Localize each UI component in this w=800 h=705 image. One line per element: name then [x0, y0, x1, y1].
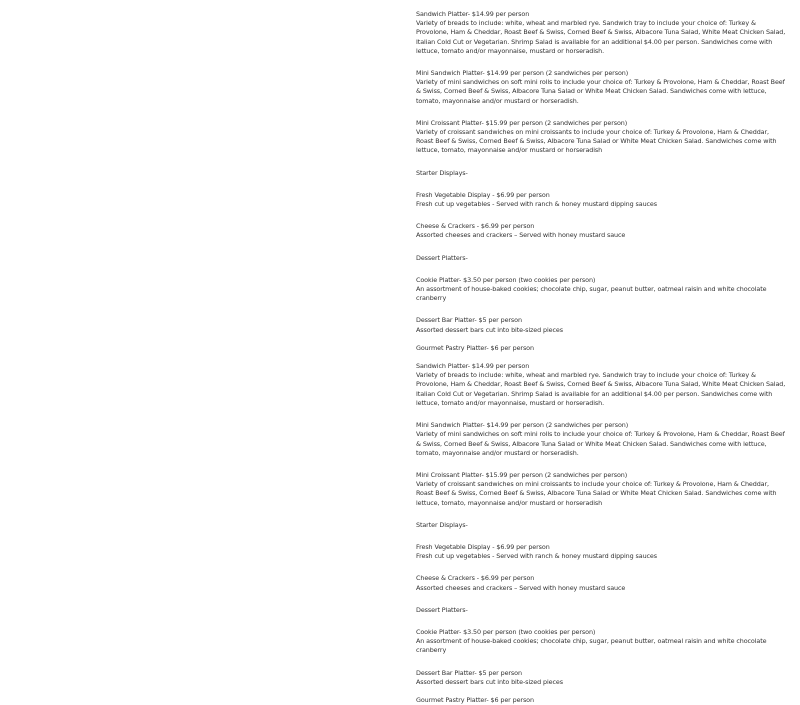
cheese-crackers-title: Cheese & Crackers - $6.99 per person [416, 222, 535, 231]
cookie-platter-repeat [416, 628, 788, 656]
cookie-platter-title: Cookie Platter- $3.50 per person (two cookies per person) [416, 627, 596, 636]
sandwich-platter-desc: Variety of breads to include: white, wheat and marbled rye. Sandwich tray to include your choice of: Turkey & Provolone, Ham & Cheddar, Roast Beef & Swiss, Corned Beef & Swiss, Albacore Tuna Salad, White Meat Chicken Salad, Italian Cold Cut or Vegetarian. Shrimp Salad is available for an additional $4.00 per person. Sandwiches come with lettuce, tomato and/or mayonnaise, mustard or horseradish. [416, 19, 786, 55]
dessert-platters-heading: Dessert Platters- [416, 253, 468, 262]
mini-sandwich-platter-desc: Variety of mini sandwiches on soft mini rolls to include your choice of: Turkey & Provolone, Ham & Cheddar, Roast Beef & Swiss, Corned Beef & Swiss, Albacore Tuna Salad or White Meat Chicken Salad. Sandwiches come with lettuce, tomato, mayonnaise and/or mustard or horseradish. [416, 430, 785, 457]
cookie-platter-desc: An assortment of house-baked cookies; chocolate chip, sugar, peanut butter, oatmeal raisin and white chocolate cranberry [416, 285, 767, 303]
vegetable-display-repeat [416, 543, 788, 561]
gourmet-pastry-platter-title: Gourmet Pastry Platter- $6 per person [416, 695, 534, 704]
mini-croissant-platter [416, 119, 788, 156]
mini-croissant-platter-title: Mini Croissant Platter- $15.99 per person (2 sandwiches per person) [416, 470, 628, 479]
mini-croissant-platter-desc: Variety of croissant sandwiches on mini croissants to include your choice of: Turkey & Provolone, Ham & Cheddar, Roast Beef & Swiss, Corned Beef & Swiss, Albacore Tuna Salad or White Meat Chicken Salad. Sandwiches come with lettuce, tomato, mayonnaise and/or mustard or horseradish [416, 128, 777, 155]
dessert-bar-platter [416, 316, 788, 334]
cheese-crackers-desc: Assorted cheeses and crackers – Served with honey mustard sauce [416, 583, 626, 592]
dessert-bar-platter-desc: Assorted dessert bars cut into bite-sized pieces [416, 325, 563, 334]
mini-sandwich-platter-desc: Variety of mini sandwiches on soft mini rolls to include your choice of: Turkey & Provolone, Ham & Cheddar, Roast Beef & Swiss, Corned Beef & Swiss, Albacore Tuna Salad or White Meat Chicken Salad. Sandwiches come with lettuce, tomato, mayonnaise and/or mustard or horseradish. [416, 78, 785, 105]
vegetable-display-desc: Fresh cut up vegetables - Served with ranch & honey mustard dipping sauces [416, 200, 657, 209]
dessert-platters-heading: Dessert Platters- [416, 605, 468, 614]
cheese-crackers [416, 222, 788, 240]
cookie-platter-title: Cookie Platter- $3.50 per person (two cookies per person) [416, 275, 596, 284]
mini-sandwich-platter-repeat [416, 421, 788, 458]
mini-sandwich-platter-title: Mini Sandwich Platter- $14.99 per person (2 sandwiches per person) [416, 69, 629, 78]
cheese-crackers-desc: Assorted cheeses and crackers – Served with honey mustard sauce [416, 231, 626, 240]
sandwich-platter-repeat [416, 362, 788, 408]
cheese-crackers-repeat [416, 574, 788, 592]
mini-sandwich-platter-title: Mini Sandwich Platter- $14.99 per person (2 sandwiches per person) [416, 421, 629, 430]
cookie-platter [416, 276, 788, 304]
vegetable-display-title: Fresh Vegetable Display - $6.99 per person [416, 190, 550, 199]
mini-sandwich-platter [416, 69, 788, 106]
vegetable-display-title: Fresh Vegetable Display - $6.99 per person [416, 542, 550, 551]
dessert-bar-platter-title: Dessert Bar Platter- $5 per person [416, 668, 522, 677]
sandwich-platter-title: Sandwich Platter- $14.99 per person [416, 10, 530, 18]
gourmet-pastry-platter-repeat [416, 696, 788, 705]
mini-croissant-platter-repeat [416, 471, 788, 508]
starter-displays-heading: Starter Displays- [416, 520, 468, 529]
mini-croissant-platter-title: Mini Croissant Platter- $15.99 per person (2 sandwiches per person) [416, 118, 628, 127]
mini-croissant-platter-desc: Variety of croissant sandwiches on mini croissants to include your choice of: Turkey & Provolone, Ham & Cheddar, Roast Beef & Swiss, Corned Beef & Swiss, Albacore Tuna Salad or White Meat Chicken Salad. Sandwiches come with lettuce, tomato, mayonnaise and/or mustard or horseradish [416, 480, 777, 507]
vegetable-display [416, 191, 788, 209]
menu-page [416, 0, 788, 705]
sandwich-platter-title: Sandwich Platter- $14.99 per person [416, 362, 530, 371]
cookie-platter-desc: An assortment of house-baked cookies; chocolate chip, sugar, peanut butter, oatmeal raisin and white chocolate cranberry [416, 637, 767, 655]
sandwich-platter [416, 10, 788, 56]
cheese-crackers-title: Cheese & Crackers - $6.99 per person [416, 574, 535, 583]
vegetable-display-desc: Fresh cut up vegetables - Served with ranch & honey mustard dipping sauces [416, 552, 657, 561]
dessert-bar-platter-desc: Assorted dessert bars cut into bite-sized pieces [416, 677, 563, 686]
dessert-bar-platter-title: Dessert Bar Platter- $5 per person [416, 316, 522, 325]
sandwich-platter-desc: Variety of breads to include: white, wheat and marbled rye. Sandwich tray to include your choice of: Turkey & Provolone, Ham & Cheddar, Roast Beef & Swiss, Corned Beef & Swiss, Albacore Tuna Salad, White Meat Chicken Salad, Italian Cold Cut or Vegetarian. Shrimp Salad is available for an additional $4.00 per person. Sandwiches come with lettuce, tomato and/or mayonnaise, mustard or horseradish. [416, 371, 786, 407]
gourmet-pastry-platter [416, 344, 788, 353]
gourmet-pastry-platter-title: Gourmet Pastry Platter- $6 per person [416, 343, 534, 352]
dessert-bar-platter-repeat [416, 669, 788, 687]
starter-displays-heading: Starter Displays- [416, 168, 468, 177]
